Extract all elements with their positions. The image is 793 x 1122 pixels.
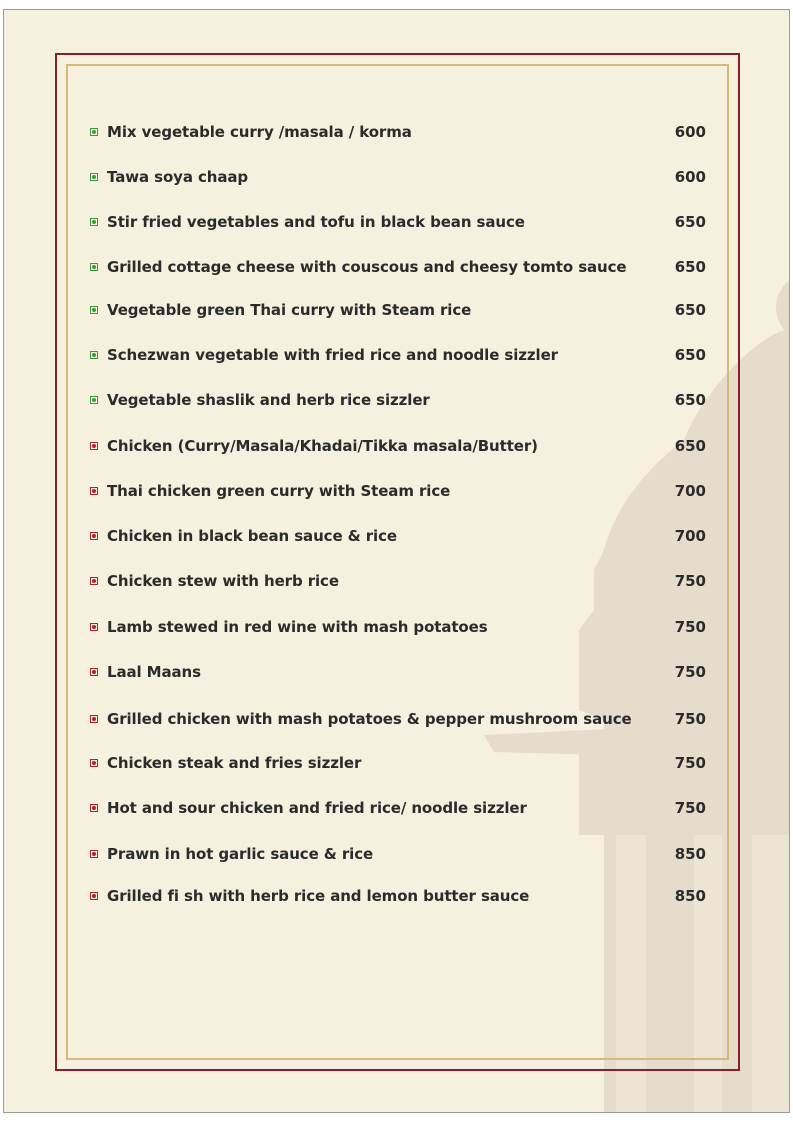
non-veg-indicator-icon bbox=[90, 850, 98, 858]
menu-item bbox=[90, 121, 706, 143]
menu-item bbox=[90, 885, 706, 907]
dish-name: Grilled chicken with mash potatoes & pepper mushroom sauce bbox=[107, 710, 632, 728]
veg-indicator-icon bbox=[90, 263, 98, 271]
menu-item bbox=[90, 480, 706, 502]
dish-price: 750 bbox=[674, 799, 706, 817]
dish-name: Chicken (Curry/Masala/Khadai/Tikka masala/Butter) bbox=[107, 437, 538, 455]
dish-name: Grilled cottage cheese with couscous and cheesy tomto sauce bbox=[107, 258, 627, 276]
non-veg-indicator-icon bbox=[90, 759, 98, 767]
veg-indicator-icon bbox=[90, 218, 98, 226]
dish-name: Mix vegetable curry /masala / korma bbox=[107, 123, 412, 141]
non-veg-indicator-icon bbox=[90, 487, 98, 495]
dish-name: Hot and sour chicken and fried rice/ noodle sizzler bbox=[107, 799, 527, 817]
non-veg-indicator-icon bbox=[90, 623, 98, 631]
non-veg-indicator-icon bbox=[90, 577, 98, 585]
dish-price: 750 bbox=[674, 710, 706, 728]
dish-price: 750 bbox=[674, 754, 706, 772]
dish-name: Vegetable green Thai curry with Steam rice bbox=[107, 301, 472, 319]
non-veg-indicator-icon bbox=[90, 532, 98, 540]
menu-item bbox=[90, 166, 706, 188]
dish-price: 600 bbox=[674, 168, 706, 186]
veg-indicator-icon bbox=[90, 396, 98, 404]
dish-name: Tawa soya chaap bbox=[107, 168, 249, 186]
menu-item bbox=[90, 797, 706, 819]
dish-price: 650 bbox=[674, 301, 706, 319]
dish-name: Lamb stewed in red wine with mash potatoes bbox=[107, 618, 488, 636]
veg-indicator-icon bbox=[90, 351, 98, 359]
dish-price: 650 bbox=[674, 437, 706, 455]
menu-item bbox=[90, 843, 706, 865]
menu-item bbox=[90, 708, 706, 730]
non-veg-indicator-icon bbox=[90, 668, 98, 676]
menu-page bbox=[3, 9, 790, 1113]
menu-item bbox=[90, 256, 706, 278]
dish-price: 700 bbox=[674, 482, 706, 500]
dish-name: Chicken stew with herb rice bbox=[107, 572, 339, 590]
dish-name: Vegetable shaslik and herb rice sizzler bbox=[107, 391, 430, 409]
dish-name: Thai chicken green curry with Steam rice bbox=[107, 482, 451, 500]
dish-name: Stir fried vegetables and tofu in black bean sauce bbox=[107, 213, 525, 231]
dish-price: 650 bbox=[674, 258, 706, 276]
dish-price: 600 bbox=[674, 123, 706, 141]
dish-price: 750 bbox=[674, 618, 706, 636]
menu-item bbox=[90, 752, 706, 774]
dish-name: Chicken steak and fries sizzler bbox=[107, 754, 362, 772]
menu-item bbox=[90, 661, 706, 683]
non-veg-indicator-icon bbox=[90, 892, 98, 900]
dish-price: 750 bbox=[674, 572, 706, 590]
non-veg-indicator-icon bbox=[90, 442, 98, 450]
dish-price: 750 bbox=[674, 663, 706, 681]
veg-indicator-icon bbox=[90, 128, 98, 136]
veg-indicator-icon bbox=[90, 306, 98, 314]
menu-item bbox=[90, 525, 706, 547]
dish-name: Chicken in black bean sauce & rice bbox=[107, 527, 397, 545]
menu-item bbox=[90, 435, 706, 457]
dish-price: 650 bbox=[674, 213, 706, 231]
dish-name: Laal Maans bbox=[107, 663, 201, 681]
menu-item bbox=[90, 344, 706, 366]
dish-price: 700 bbox=[674, 527, 706, 545]
dish-price: 650 bbox=[674, 346, 706, 364]
dish-price: 850 bbox=[674, 845, 706, 863]
menu-item bbox=[90, 616, 706, 638]
dish-price: 650 bbox=[674, 391, 706, 409]
veg-indicator-icon bbox=[90, 173, 98, 181]
dish-name: Prawn in hot garlic sauce & rice bbox=[107, 845, 374, 863]
menu-item bbox=[90, 211, 706, 233]
non-veg-indicator-icon bbox=[90, 715, 98, 723]
dish-price: 850 bbox=[674, 887, 706, 905]
menu-item bbox=[90, 570, 706, 592]
dish-name: Schezwan vegetable with fried rice and noodle sizzler bbox=[107, 346, 558, 364]
dish-name: Grilled fi sh with herb rice and lemon butter sauce bbox=[107, 887, 530, 905]
non-veg-indicator-icon bbox=[90, 804, 98, 812]
menu-item bbox=[90, 389, 706, 411]
menu-item bbox=[90, 299, 706, 321]
